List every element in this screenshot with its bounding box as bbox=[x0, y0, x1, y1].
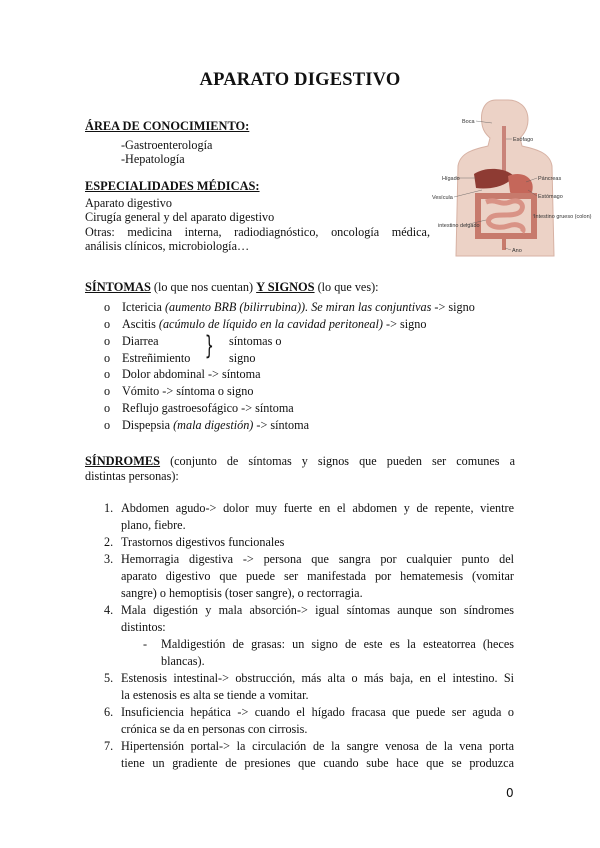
list-item: 6. Insuficiencia hepática -> cuando el hígado fracasa que puede ser aguda o crónica se da en personas con cirrosis. bbox=[104, 705, 514, 736]
page-title: APARATO DIGESTIVO bbox=[199, 70, 401, 90]
especialidad-line-1: Aparato digestivo bbox=[85, 196, 172, 210]
sintomas-heading-line bbox=[85, 280, 379, 295]
list-item: Estreñimiento bbox=[122, 351, 191, 365]
especialidad-line-2: Cirugía general y del aparato digestivo bbox=[85, 210, 275, 224]
label-higado: Hígado bbox=[442, 176, 460, 182]
sintomas-mid-2: (lo que ves): bbox=[314, 280, 379, 294]
sub-list-item: - Maldigestión de grasas: un signo de este es la esteatorrea (heces blancas). bbox=[143, 637, 514, 668]
digestive-system-diagram bbox=[430, 96, 592, 256]
especialidad-line-3: Otras: medicina interna, radiodiagnóstico, oncología médica, bbox=[85, 225, 430, 239]
label-intestino-delgado: intestino delgado bbox=[438, 223, 480, 229]
area-item-gastro: -Gastroenterología bbox=[121, 138, 213, 152]
brace-icon: } bbox=[204, 331, 214, 361]
list-item: Diarrea bbox=[122, 334, 159, 348]
page-number: 0 bbox=[506, 786, 514, 800]
bullet: o bbox=[104, 351, 111, 365]
bullet: o bbox=[104, 401, 111, 415]
sindromes-list bbox=[104, 500, 514, 772]
list-item: Reflujo gastroesofágico -> síntoma bbox=[122, 401, 294, 415]
bullet: o bbox=[104, 300, 111, 314]
list-item: 3. Hemorragia digestiva -> persona que sangra por cualquier punto del aparato digestivo que puede ser manifestada por hematemesis (vomitar sangre) o hemoptisis (toser sangre), o rectorragia. bbox=[104, 552, 514, 600]
bullet: o bbox=[104, 334, 111, 348]
signos-heading: Y SIGNOS bbox=[256, 280, 315, 294]
list-item: 1. Abdomen agudo-> dolor muy fuerte en el abdomen y de repente, vientre plano, fiebre. bbox=[104, 501, 514, 532]
bullet: o bbox=[104, 367, 111, 381]
label-esofago: Esófago bbox=[513, 137, 534, 143]
sindromes-intro-line-2: distintas personas): bbox=[85, 469, 179, 483]
area-heading: ÁREA DE CONOCIMIENTO: bbox=[85, 119, 250, 133]
brace-text-2: signo bbox=[229, 351, 256, 365]
sindromes-heading: SÍNDROMES bbox=[85, 454, 161, 468]
bullet: o bbox=[104, 418, 111, 432]
label-intestino-grueso: Intestino grueso (colon) bbox=[534, 214, 592, 220]
sindromes-intro-line-1: SÍNDROMES (conjunto de síntomas y signos que pueden ser comunes a bbox=[85, 454, 515, 468]
list-item: Dolor abdominal -> síntoma bbox=[122, 367, 261, 381]
list-item: 2. Trastornos digestivos funcionales bbox=[104, 535, 285, 549]
bullet: o bbox=[104, 384, 111, 398]
sintomas-mid-1: (lo que nos cuentan) bbox=[150, 280, 257, 294]
label-ano: Ano bbox=[512, 248, 522, 254]
area-item-hepato: -Hepatología bbox=[121, 152, 185, 166]
label-boca: Boca bbox=[462, 119, 475, 125]
label-vesicula: Vesícula bbox=[432, 195, 453, 201]
list-item: Ictericia (aumento BRB (bilirrubina)). Se miran las conjuntivas -> signo bbox=[122, 300, 475, 314]
list-item: 5. Estenosis intestinal-> obstrucción, más alta o más baja, en el intestino. Si la estenosis es alta se tiende a vomitar. bbox=[104, 671, 514, 702]
especialidades-heading: ESPECIALIDADES MÉDICAS: bbox=[85, 179, 260, 193]
bullet: o bbox=[104, 317, 111, 331]
label-estomago: Estómago bbox=[538, 194, 563, 200]
list-item: 7. Hipertensión portal-> la circulación de la sangre venosa de la vena porta tiene un gradiente de presiones que cuando sube hace que se produzca bbox=[104, 739, 514, 770]
sintomas-list bbox=[0, 300, 600, 440]
list-item: Ascitis (acúmulo de líquido en la cavidad peritoneal) -> signo bbox=[122, 317, 427, 331]
brace-text-1: síntomas o bbox=[229, 334, 282, 348]
list-item: Vómito -> síntoma o signo bbox=[122, 384, 254, 398]
list-item: 4. Mala digestión y mala absorción-> igual síntomas aunque son síndromes distintos: - Maldigestión de grasas: un signo de este es la esteatorrea (heces blancas). bbox=[104, 603, 514, 668]
label-pancreas: Páncreas bbox=[538, 176, 562, 182]
especialidad-line-4: análisis clínicos, microbiología… bbox=[85, 239, 250, 253]
list-item: Dispepsia (mala digestión) -> síntoma bbox=[122, 418, 309, 432]
sintomas-heading: SÍNTOMAS bbox=[85, 280, 151, 294]
